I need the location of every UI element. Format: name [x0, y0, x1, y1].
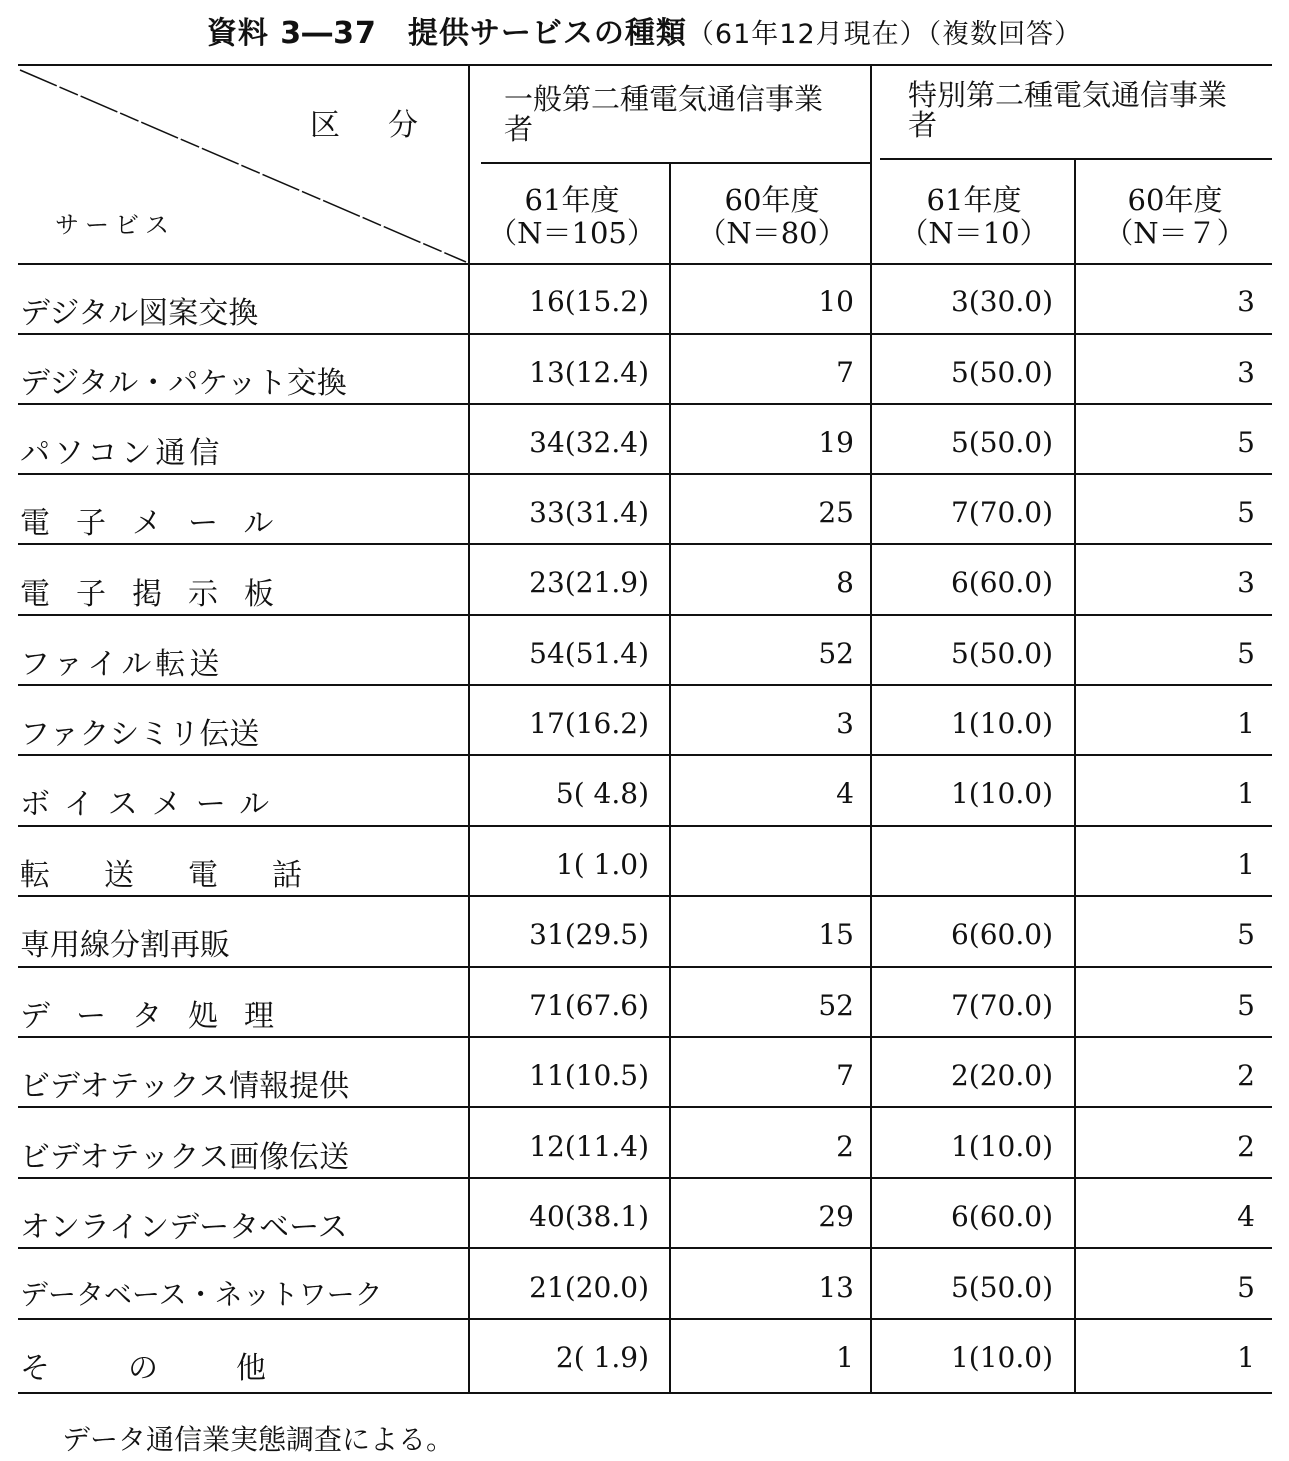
cell-special-60: 1 [1237, 848, 1255, 881]
row-separator [18, 966, 1272, 968]
cell-special-61: 2(20.0) [950, 1059, 1053, 1092]
row-label: 電子掲示板 [20, 577, 300, 612]
row-label: デジタル・パケット交換 [20, 366, 347, 401]
row-label: デジタル図案交換 [20, 296, 259, 331]
col-header-special-61 [874, 184, 1074, 250]
cell-special-60: 1 [1237, 707, 1255, 740]
cell-general-60: 1 [836, 1341, 854, 1374]
cell-general-61: 71(67.6) [529, 989, 649, 1022]
col-header-n: （N＝105） [488, 216, 656, 250]
cell-general-61: 31(29.5) [529, 918, 649, 951]
group-label-special: 特別第二種電気通信事業者 [908, 78, 1228, 142]
cell-special-60: 1 [1237, 777, 1255, 810]
cell-special-61: 7(70.0) [950, 496, 1053, 529]
cell-special-60: 2 [1237, 1130, 1255, 1163]
col-header-special-60 [1075, 184, 1275, 250]
col-header-n: （N＝７） [1104, 216, 1246, 250]
cell-special-60: 5 [1237, 918, 1255, 951]
row-label: オンラインデータベース [20, 1210, 348, 1245]
cell-general-60: 52 [818, 989, 854, 1022]
cell-special-60: 2 [1237, 1059, 1255, 1092]
group-label-general: 一般第二種電気通信事業者 [504, 82, 824, 146]
cell-general-60: 3 [836, 707, 854, 740]
cell-general-60: 7 [836, 356, 854, 389]
row-label: 電子メール [20, 506, 300, 541]
cell-general-61: 13(12.4) [529, 356, 649, 389]
row-separator [18, 1177, 1272, 1179]
cell-special-60: 5 [1237, 426, 1255, 459]
title-sub: （61年12月現在）（複数回答） [686, 19, 1083, 50]
row-label: ファクシミリ伝送 [20, 717, 260, 752]
cell-special-61: 5(50.0) [950, 356, 1053, 389]
header-kubun: 区分 [310, 108, 466, 143]
cell-general-61: 12(11.4) [529, 1130, 649, 1163]
col-header-general-60 [672, 184, 872, 250]
row-label: その他 [20, 1351, 344, 1386]
col-header-general-61 [472, 184, 672, 250]
cell-general-61: 17(16.2) [529, 707, 649, 740]
cell-general-61: 1( 1.0) [555, 848, 649, 881]
cell-special-60: 5 [1237, 637, 1255, 670]
cell-special-61: 1(10.0) [950, 1130, 1053, 1163]
col-divider-special [1074, 160, 1076, 1392]
row-separator [18, 614, 1272, 616]
col-divider-general [669, 164, 671, 1392]
row-separator [18, 1318, 1272, 1320]
row-label: ビデオテックス情報提供 [20, 1069, 350, 1104]
row-label: パソコン通信 [20, 436, 224, 471]
cell-general-60: 2 [836, 1130, 854, 1163]
title-main: 資料 3―37 提供サービスの種類 [206, 16, 687, 51]
cell-special-61: 6(60.0) [950, 566, 1053, 599]
cell-special-60: 5 [1237, 1271, 1255, 1304]
row-separator [18, 1036, 1272, 1038]
row-label: ビデオテックス画像伝送 [20, 1140, 350, 1175]
cell-special-61: 5(50.0) [950, 1271, 1053, 1304]
cell-general-60: 8 [836, 566, 854, 599]
col-header-n: （N＝80） [697, 216, 847, 250]
row-separator [18, 473, 1272, 475]
cell-special-61: 7(70.0) [950, 989, 1053, 1022]
cell-general-60: 15 [818, 918, 854, 951]
col-header-year: 61年度 [926, 183, 1022, 217]
cell-special-60: 4 [1237, 1200, 1255, 1233]
cell-special-61: 6(60.0) [950, 1200, 1053, 1233]
cell-special-61: 1(10.0) [950, 1341, 1053, 1374]
cell-special-60: 5 [1237, 496, 1255, 529]
cell-general-61: 23(21.9) [529, 566, 649, 599]
footnote: データ通信業実態調査による。 [62, 1423, 455, 1456]
cell-special-61: 3(30.0) [950, 285, 1053, 318]
row-separator [18, 754, 1272, 756]
cell-general-61: 40(38.1) [529, 1200, 649, 1233]
row-separator [18, 543, 1272, 545]
row-separator [18, 684, 1272, 686]
cell-general-60: 19 [818, 426, 854, 459]
cell-general-60: 25 [818, 496, 854, 529]
cell-general-61: 2( 1.9) [555, 1341, 649, 1374]
header-service: サービス [55, 211, 175, 239]
cell-general-61: 21(20.0) [529, 1271, 649, 1304]
row-separator [18, 333, 1272, 335]
col-header-year: 60年度 [724, 183, 820, 217]
cell-general-61: 34(32.4) [529, 426, 649, 459]
cell-special-61: 6(60.0) [950, 918, 1053, 951]
cell-general-60: 7 [836, 1059, 854, 1092]
row-label: 専用線分割再販 [20, 928, 230, 963]
col-header-year: 61年度 [524, 183, 620, 217]
cell-general-60: 13 [818, 1271, 854, 1304]
cell-special-60: 3 [1237, 285, 1255, 318]
col-header-n: （N＝10） [899, 216, 1049, 250]
row-separator [18, 1106, 1272, 1108]
row-label: ボイスメール [20, 787, 284, 822]
cell-special-61: 1(10.0) [950, 777, 1053, 810]
row-separator [18, 895, 1272, 897]
col-header-year: 60年度 [1127, 183, 1223, 217]
row-separator [18, 825, 1272, 827]
cell-special-60: 1 [1237, 1341, 1255, 1374]
row-label: データベース・ネットワーク [20, 1278, 383, 1311]
row-separator [18, 1247, 1272, 1249]
cell-general-61: 16(15.2) [529, 285, 649, 318]
cell-special-61: 5(50.0) [950, 426, 1053, 459]
cell-general-60: 29 [818, 1200, 854, 1233]
cell-special-61: 5(50.0) [950, 637, 1053, 670]
table-bottom-border [18, 1392, 1272, 1394]
cell-general-60: 4 [836, 777, 854, 810]
row-label: データ処理 [20, 999, 300, 1034]
row-label: 転送電話 [20, 858, 356, 893]
cell-general-61: 54(51.4) [529, 637, 649, 670]
cell-general-61: 5( 4.8) [555, 777, 649, 810]
cell-general-61: 33(31.4) [529, 496, 649, 529]
cell-special-60: 3 [1237, 566, 1255, 599]
row-separator [18, 403, 1272, 405]
cell-special-60: 3 [1237, 356, 1255, 389]
cell-special-60: 5 [1237, 989, 1255, 1022]
cell-special-61: 1(10.0) [950, 707, 1053, 740]
row-label: ファイル転送 [20, 647, 224, 682]
cell-general-60: 10 [818, 285, 854, 318]
cell-general-61: 11(10.5) [529, 1059, 649, 1092]
header-diagonal-line [0, 0, 1289, 300]
cell-general-60: 52 [818, 637, 854, 670]
